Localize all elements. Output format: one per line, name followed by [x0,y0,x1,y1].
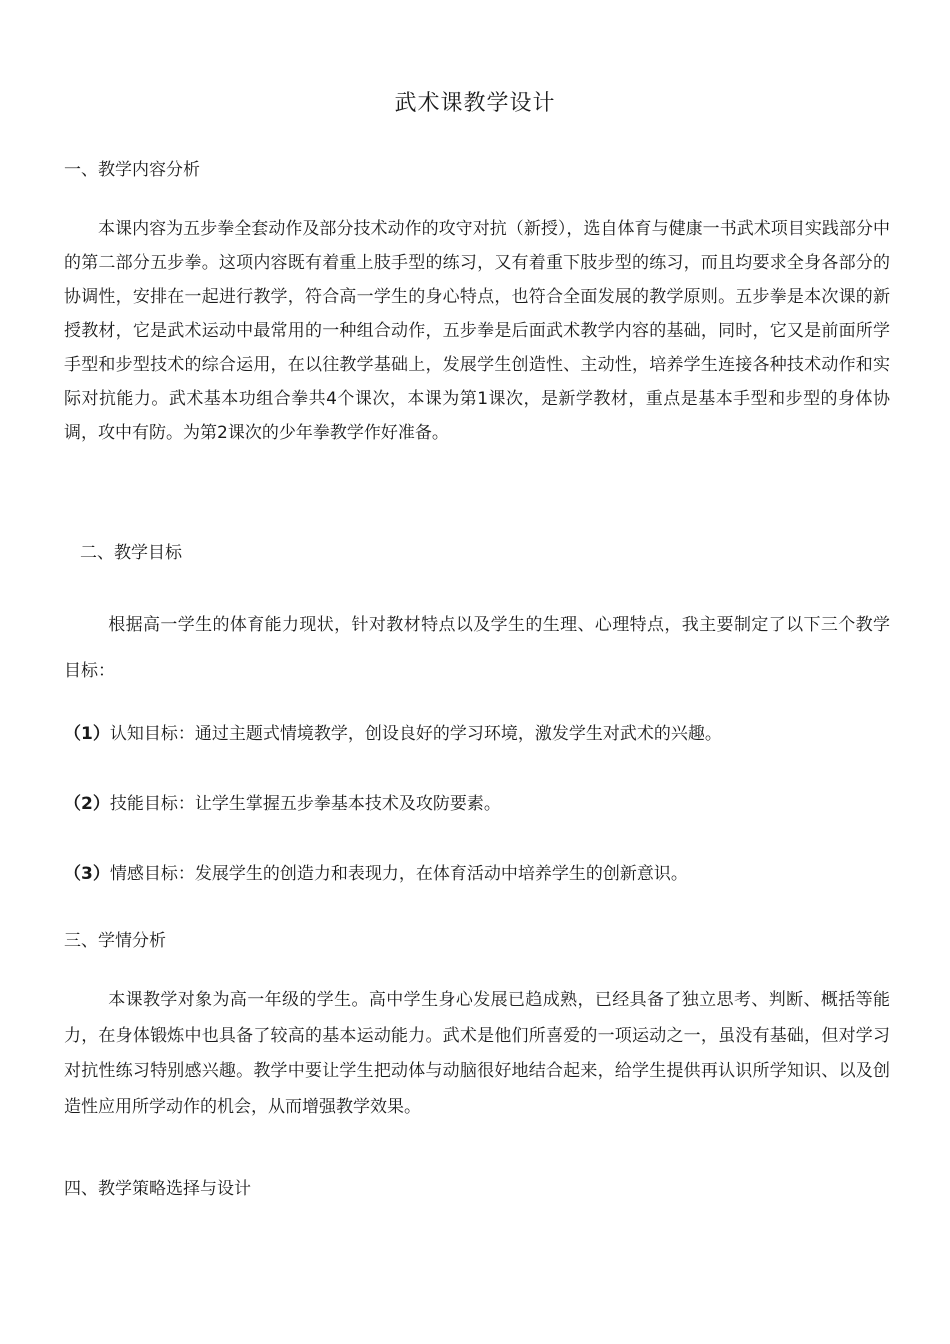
goal-number: （1） [64,724,110,744]
section-heading-teaching-strategy: 四、教学策略选择与设计 [64,1179,251,1199]
goal-number: （3） [64,864,110,884]
goal-item-emotional [64,862,688,886]
goal-text: 情感目标：发展学生的创造力和表现力，在体育活动中培养学生的创新意识。 [109,864,688,884]
paragraph-content-analysis: 本课内容为五步拳全套动作及部分技术动作的攻守对抗（新授），选自体育与健康一书武术项目实践部分中的第二部分五步拳。这项内容既有着重上肢手型的练习，又有着重下肢步型的练习，而且均要求全身各部分的协调性，安排在一起进行教学，符合高一学生的身心特点，也符合全面发展的教学原则。五步拳是本次课的新授教材，它是武术运动中最常用的一种组合动作，五步拳是后面武术教学内容的基础，同时，它又是前面所学手型和步型技术的综合运用，在以往教学基础上，发展学生创造性、主动性，培养学生连接各种技术动作和实际对抗能力。武术基本功组合拳共4个课次，本课为第1课次，是新学教材，重点是基本手型和步型的身体协调，攻中有防。为第2课次的少年拳教学作好准备。 [64,219,890,443]
goal-text: 认知目标：通过主题式情境教学，创设良好的学习环境，激发学生对武术的兴趣。 [109,724,722,744]
paragraph-learner-analysis: 本课教学对象为高一年级的学生。高中学生身心发展已趋成熟，已经具备了独立思考、判断、概括等能力，在身体锻炼中也具备了较高的基本运动能力。武术是他们所喜爱的一项运动之一，虽没有基础，但对学习对抗性练习特别感兴趣。教学中要让学生把动体与动脑很好地结合起来，给学生提供再认识所学知识、以及创造性应用所学动作的机会，从而增强教学效果。 [64,990,890,1117]
section-heading-teaching-goals: 二、教学目标 [80,543,182,563]
section-heading-learner-analysis: 三、学情分析 [64,931,166,951]
goal-text: 技能目标：让学生掌握五步拳基本技术及攻防要素。 [109,794,501,814]
paragraph-teaching-goals-intro: 根据高一学生的体育能力现状，针对教材特点以及学生的生理、心理特点，我主要制定了以下三个教学目标： [64,615,890,681]
goal-item-skill [64,792,501,816]
section-heading-content-analysis: 一、教学内容分析 [64,160,200,180]
goal-number: （2） [64,794,110,814]
document-title: 武术课教学设计 [394,91,556,116]
goal-item-cognitive [64,722,722,746]
